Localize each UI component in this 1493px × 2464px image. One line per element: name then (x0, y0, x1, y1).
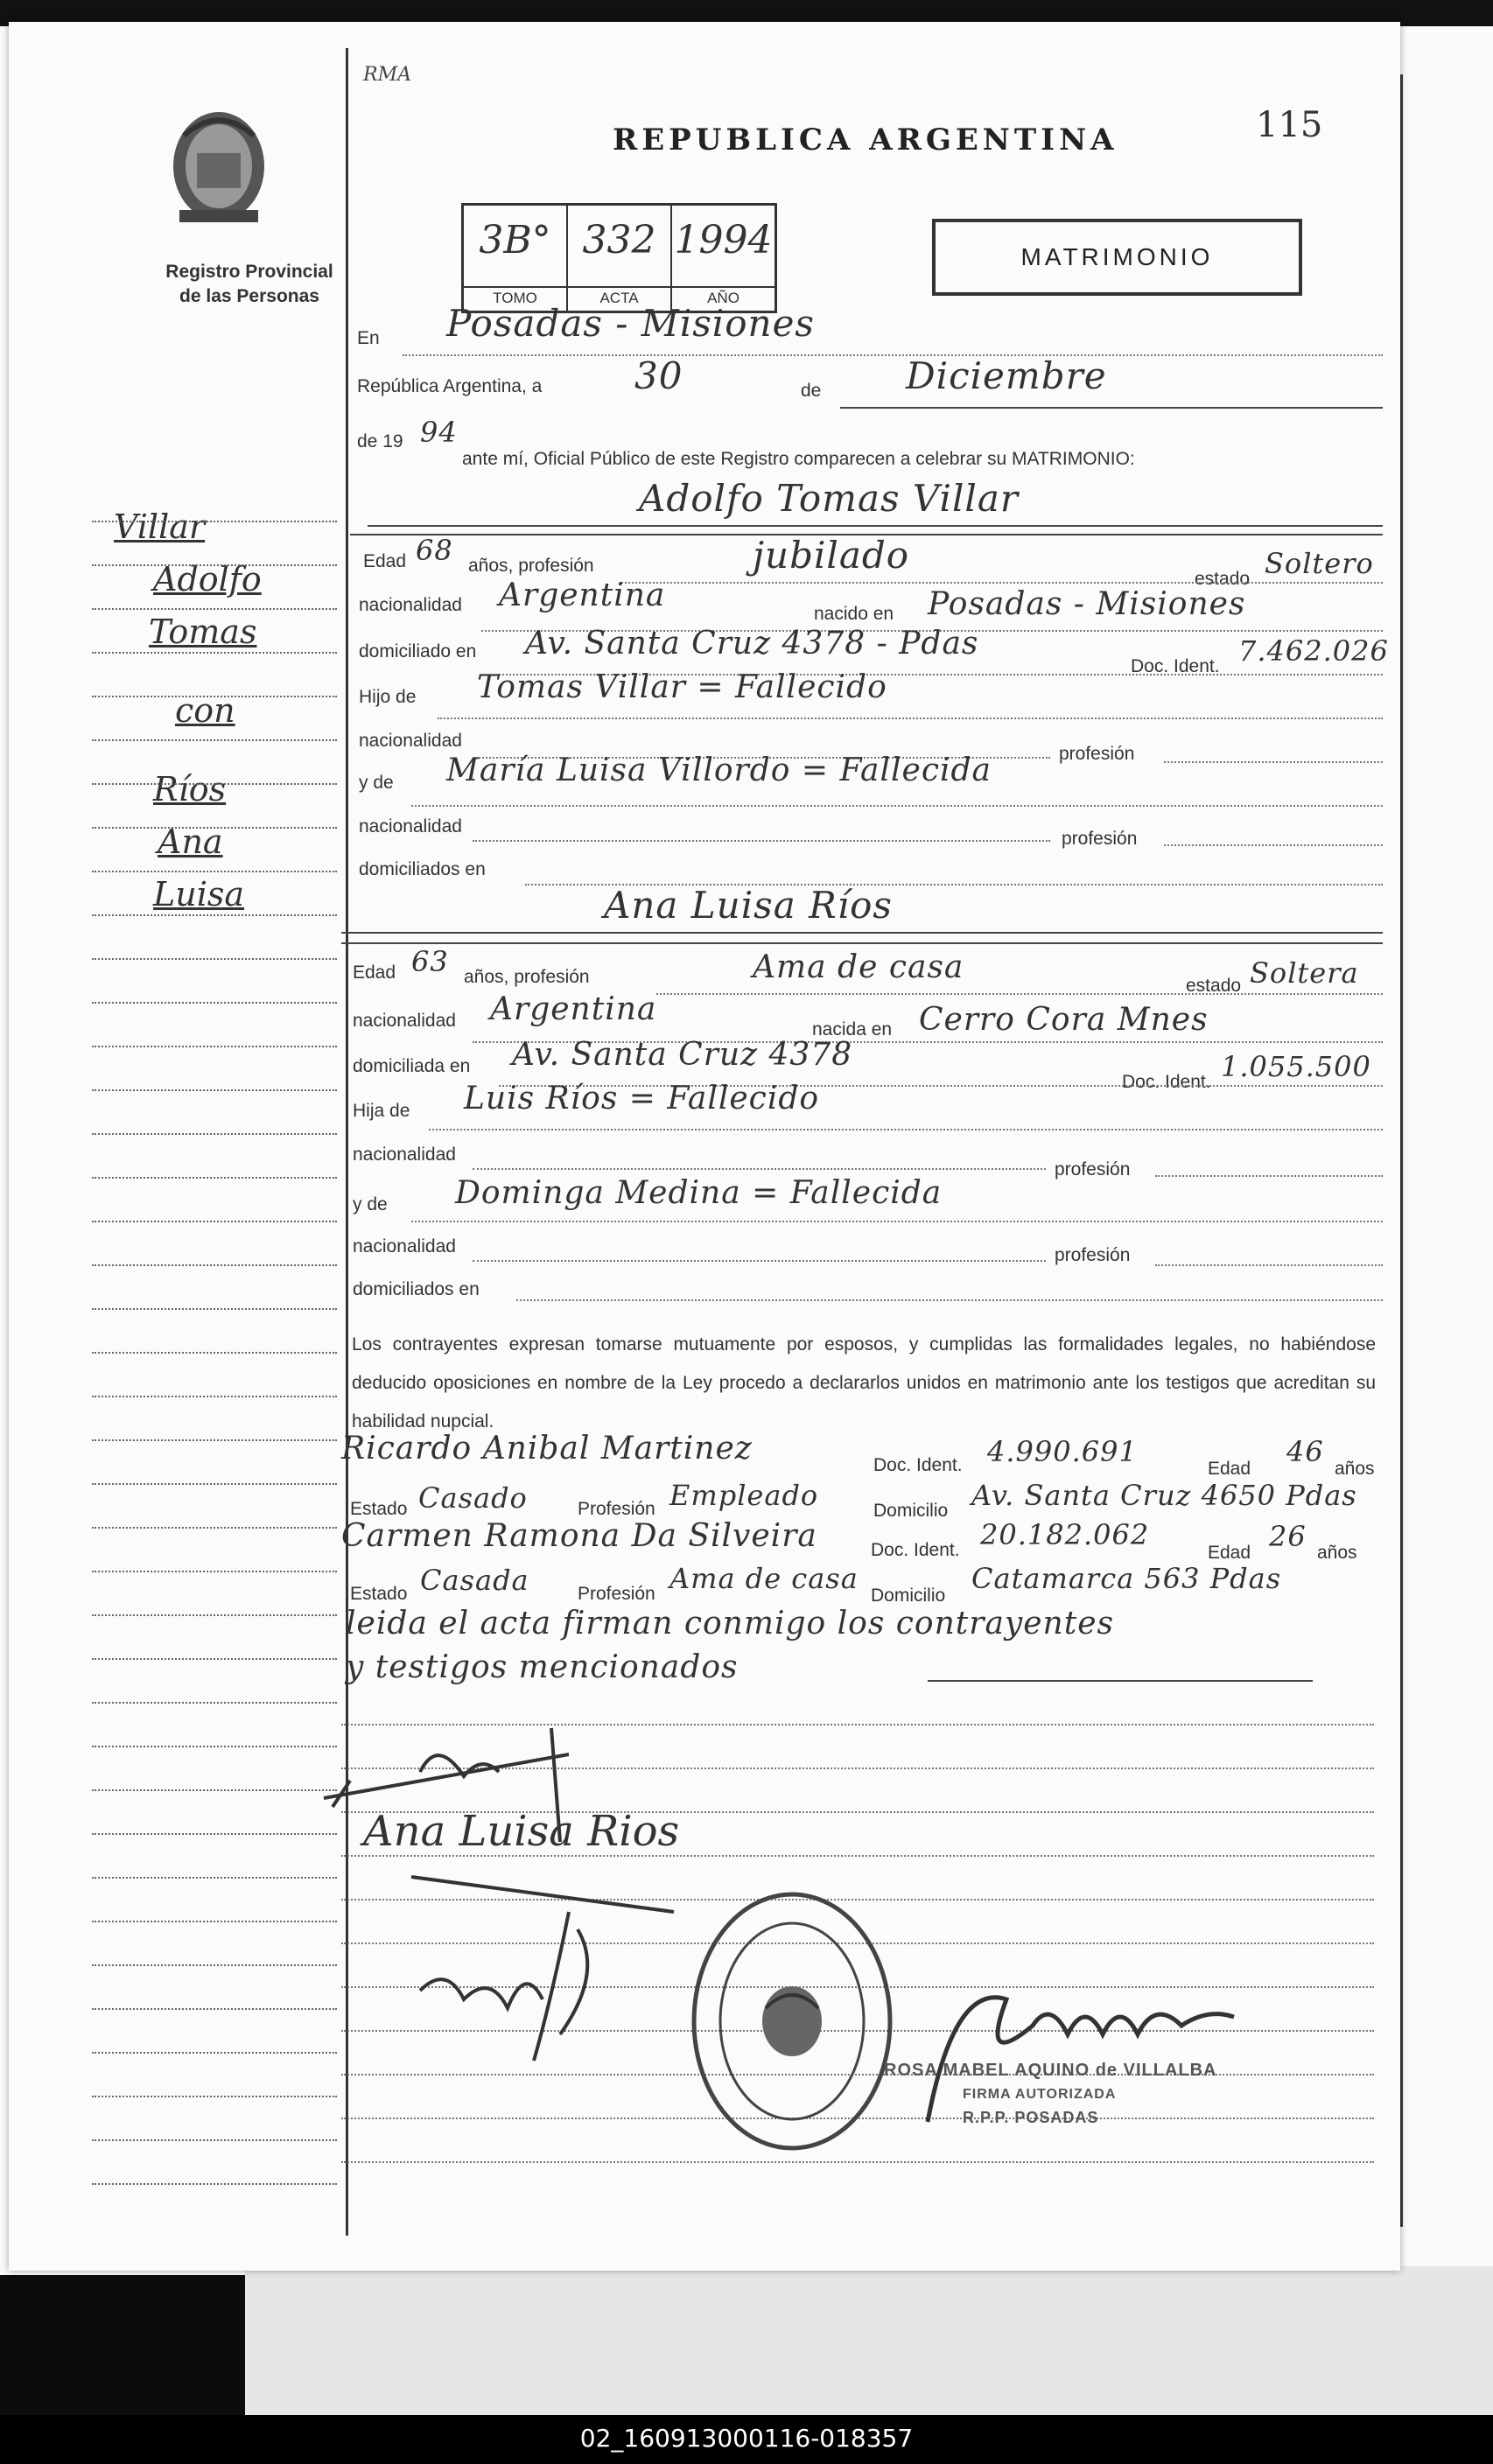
acta-label: ACTA (568, 286, 670, 307)
rule (429, 1129, 1383, 1130)
registry-label-line1: Registro Provincial (165, 262, 333, 282)
witness2-doc: 20.182.062 (980, 1518, 1150, 1551)
groom-estado: Soltero (1265, 547, 1374, 580)
groom-father-label: Hijo de (359, 687, 417, 707)
witness1-estado-label: Estado (350, 1499, 408, 1519)
margin-rule (92, 827, 337, 829)
margin-rule (92, 1658, 337, 1660)
official-office: R.P.P. POSADAS (963, 2109, 1099, 2126)
witness1-domicile-label: Domicilio (873, 1501, 949, 1521)
month-rule (840, 407, 1383, 409)
republic-label: República Argentina, a (357, 376, 543, 396)
witness2-age: 26 (1269, 1520, 1307, 1553)
margin-rule (92, 1352, 337, 1354)
official-name: ROSA MABEL AQUINO de VILLALBA (884, 2061, 1217, 2080)
rule (516, 1299, 1383, 1301)
witness2-profession: Ama de casa (669, 1562, 859, 1595)
bride-father-label: Hija de (353, 1101, 410, 1121)
witness1-anos-label: años (1335, 1459, 1375, 1479)
rule (1155, 1175, 1383, 1177)
witness2-anos-label: años (1317, 1543, 1357, 1563)
ano-label: AÑO (672, 286, 775, 307)
margin-rule (92, 696, 337, 697)
groom-born: Posadas - Misiones (928, 586, 1246, 622)
bride-mother-label: y de (353, 1194, 388, 1214)
bride-profession: Ama de casa (753, 949, 964, 985)
margin-rule (92, 1264, 337, 1266)
bride-name-rule-2 (341, 942, 1383, 944)
closing-rule (928, 1680, 1313, 1682)
margin-rule (92, 871, 337, 872)
right-margin-line (1400, 74, 1403, 2227)
witness2-edad-label: Edad (1208, 1543, 1251, 1563)
witness1-doc-label: Doc. Ident. (873, 1455, 963, 1475)
rule (473, 1168, 1046, 1170)
rule (1164, 761, 1383, 763)
coat-of-arms-icon (162, 101, 276, 232)
tomo-value: 3B° (479, 218, 551, 262)
groom-mother-prof-label: profesión (1062, 829, 1138, 849)
image-caption: 02_160913000116-018357 (579, 2424, 914, 2453)
lower-sheet (245, 2266, 1493, 2415)
margin-rule (92, 2183, 337, 2185)
margin-rule (92, 1002, 337, 1004)
bride-domicile: Av. Santa Cruz 4378 (512, 1037, 853, 1073)
acta-value: 332 (582, 218, 656, 262)
witness1-domicile: Av. Santa Cruz 4650 Pdas (971, 1479, 1357, 1512)
bride-age: 63 (411, 945, 449, 978)
acta-cell (568, 206, 672, 311)
bride-father-nat-label: nacionalidad (353, 1144, 456, 1165)
margin-given-1b: Tomas (149, 612, 257, 651)
groom-mother: María Luisa Villordo = Fallecida (446, 752, 992, 788)
rule (411, 1221, 1383, 1222)
record-id-box (461, 203, 777, 313)
tomo-cell (464, 206, 568, 311)
witness1-profession: Empleado (669, 1479, 819, 1512)
groom-age: 68 (416, 534, 453, 567)
margin-rule (92, 564, 337, 566)
bride-nationality-label: nacionalidad (353, 1011, 456, 1031)
groom-mother-nat-label: nacionalidad (359, 816, 462, 836)
margin-rule (92, 1571, 337, 1572)
groom-nationality: Argentina (499, 578, 666, 613)
margin-surname-2: Ríos (153, 770, 227, 808)
margin-rule (92, 2052, 337, 2054)
bride-father-prof-label: profesión (1055, 1159, 1131, 1180)
margin-rule (92, 521, 337, 522)
margin-rule (92, 1396, 337, 1397)
bride-domicile-label: domiciliada en (353, 1056, 471, 1076)
registry-label-line2: de las Personas (179, 286, 319, 306)
rule (656, 993, 1383, 995)
margin-line (346, 48, 348, 2236)
witness1-name: Ricardo Anibal Martinez (341, 1431, 753, 1466)
rule (411, 805, 1383, 807)
margin-rule (92, 1527, 337, 1529)
witness2-doc-label: Doc. Ident. (871, 1540, 960, 1560)
margin-rule (92, 1746, 337, 1747)
margin-rule (92, 1089, 337, 1091)
margin-rule (92, 783, 337, 785)
witness1-edad-label: Edad (1208, 1459, 1251, 1479)
margin-rule (92, 1702, 337, 1704)
groom-father-nat-label: nacionalidad (359, 731, 462, 751)
place-rule (403, 354, 1383, 356)
corner-note: RMA (363, 64, 411, 86)
groom-born-label: nacido en (814, 604, 894, 624)
ano-value: 1994 (674, 218, 773, 262)
registry-label (131, 260, 368, 309)
bride-doc-label: Doc. Ident. (1122, 1072, 1211, 1092)
rule (1155, 1264, 1383, 1266)
groom-doc-label: Doc. Ident. (1131, 656, 1220, 676)
rule (1164, 844, 1383, 846)
bride-signature: Ana Luisa Rios (363, 1807, 680, 1856)
margin-rule (92, 2096, 337, 2097)
bride-father: Luis Ríos = Fallecido (464, 1081, 820, 1116)
margin-rule (92, 739, 337, 741)
official-role: FIRMA AUTORIZADA (963, 2087, 1117, 2102)
en-label: En (357, 328, 380, 348)
groom-profession: jubilado (753, 534, 910, 577)
bride-mother-nat-label: nacionalidad (353, 1236, 456, 1256)
margin-rule (92, 652, 337, 654)
rule (473, 840, 1050, 842)
year-suffix: 94 (420, 416, 458, 449)
witness2-estado: Casada (420, 1564, 529, 1597)
witness2-estado-label: Estado (350, 1584, 408, 1604)
margin-rule (92, 1308, 337, 1310)
bride-name-rule (341, 932, 1383, 934)
groom-name-rule (368, 525, 1383, 527)
rule (438, 718, 1383, 719)
groom-full-name: Adolfo Tomas Villar (639, 477, 1019, 520)
margin-surname-1: Villar (114, 508, 206, 546)
margin-con: con (175, 691, 235, 730)
margin-rule (92, 1439, 337, 1441)
act-type-box: MATRIMONIO (932, 219, 1302, 296)
de-label: de (801, 381, 822, 401)
closing-line-2: y testigos mencionados (346, 1649, 739, 1685)
margin-rule (92, 1133, 337, 1135)
place-value: Posadas - Misiones (446, 302, 815, 345)
bride-born: Cerro Cora Mnes (919, 1002, 1209, 1038)
groom-father: Tomas Villar = Fallecido (477, 669, 887, 705)
margin-rule (92, 1833, 337, 1835)
day-value: 30 (634, 354, 683, 397)
bride-edad-label: Edad (353, 962, 396, 983)
bride-born-label: nacida en (812, 1019, 893, 1040)
margin-rule (92, 1921, 337, 1922)
margin-rule (92, 1964, 337, 1966)
folio-number: 115 (1256, 105, 1323, 145)
groom-domicile-label: domiciliado en (359, 641, 477, 662)
groom-nationality-label: nacionalidad (359, 595, 462, 615)
witness2-name: Carmen Ramona Da Silveira (341, 1518, 817, 1554)
margin-rule (92, 1046, 337, 1047)
groom-edad-label: Edad (363, 551, 407, 571)
groom-profession-label: años, profesión (468, 556, 594, 576)
bride-doc: 1.055.500 (1221, 1050, 1371, 1083)
margin-given-2a: Ana (158, 822, 223, 861)
groom-estado-label: estado (1195, 569, 1251, 589)
statement-text: ante mí, Oficial Público de este Registro comparecen a celebrar su MATRIMONIO: (462, 449, 1135, 469)
year-prefix: de 19 (357, 431, 403, 452)
bride-mother-prof-label: profesión (1055, 1245, 1131, 1265)
certificate-page (9, 22, 1400, 2271)
margin-rule (92, 958, 337, 960)
bride-estado-label: estado (1186, 976, 1242, 996)
groom-mother-label: y de (359, 773, 394, 793)
witness2-domicile-label: Domicilio (871, 1586, 946, 1606)
bride-estado: Soltera (1250, 956, 1359, 990)
declaration-paragraph: Los contrayentes expresan tomarse mutuamente por esposos, y cumplidas las formalidades legales, no habiéndose deducido oposiciones en nombre de la Ley procedo a declararlos unidos en matrimonio ante los testigos que acreditan su habilidad nupcial. (352, 1334, 1376, 1432)
groom-father-prof-label: profesión (1059, 744, 1135, 764)
margin-rule (92, 608, 337, 610)
groom-domicile: Av. Santa Cruz 4378 - Pdas (525, 626, 979, 662)
margin-rule (92, 1614, 337, 1616)
witness1-profession-label: Profesión (578, 1499, 655, 1519)
margin-rule (92, 1877, 337, 1879)
groom-doc: 7.462.026 (1238, 634, 1389, 668)
margin-rule (92, 1177, 337, 1179)
margin-rule (92, 1221, 337, 1222)
ano-cell (672, 206, 775, 311)
closing-line-1: leida el acta firman conmigo los contrayentes (346, 1606, 1114, 1642)
month-value: Diciembre (906, 354, 1107, 397)
bride-nationality: Argentina (490, 991, 657, 1027)
witness2-domicile: Catamarca 563 Pdas (971, 1562, 1282, 1595)
margin-rule (92, 2139, 337, 2141)
rule (473, 1260, 1046, 1262)
page-title: REPUBLICA ARGENTINA (613, 122, 1118, 158)
rule (341, 2161, 1374, 2163)
margin-rule (92, 2008, 337, 2010)
bride-parents-domicile-label: domiciliados en (353, 1279, 480, 1299)
margin-given-2b: Luisa (153, 875, 245, 914)
witness1-age: 46 (1286, 1435, 1324, 1468)
bride-profession-label: años, profesión (464, 967, 590, 987)
official-seal-icon (683, 1886, 901, 2157)
margin-rule (92, 1789, 337, 1791)
bride-mother: Dominga Medina = Fallecida (455, 1175, 943, 1211)
margin-given-1a: Adolfo (153, 560, 262, 598)
groom-parents-domicile-label: domiciliados en (359, 859, 486, 879)
official-signature-icon (394, 1859, 709, 2069)
rule (621, 582, 1383, 584)
tomo-label: TOMO (464, 286, 566, 307)
margin-rule (92, 1483, 337, 1485)
bride-full-name: Ana Luisa Ríos (604, 884, 893, 927)
margin-rule (92, 914, 337, 916)
witness2-profession-label: Profesión (578, 1584, 655, 1604)
witness1-doc: 4.990.691 (987, 1435, 1138, 1468)
witness1-estado: Casado (418, 1481, 528, 1515)
